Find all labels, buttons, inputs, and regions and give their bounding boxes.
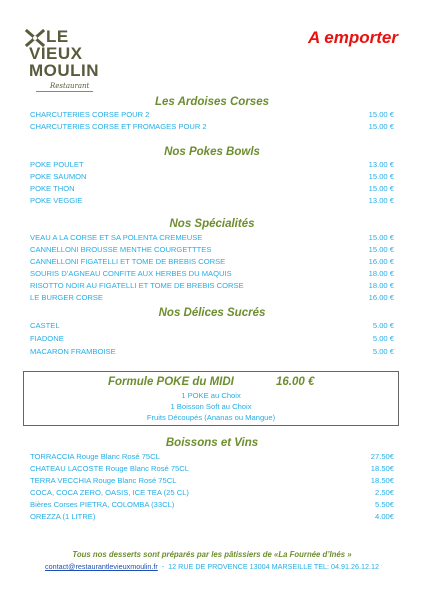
menu-item (30, 292, 394, 304)
item-price: 18.50€ (370, 464, 394, 473)
email-link[interactable]: contact@restaurantlevieuxmoulin.fr (45, 562, 158, 571)
section-title-specialites: Nos Spécialités (169, 218, 255, 230)
menu-item (30, 333, 394, 345)
item-price: 15.00 € (368, 122, 394, 131)
menu-item (30, 320, 394, 332)
item-name: CHARCUTERIES CORSE ET FROMAGES POUR 2 (30, 122, 207, 131)
item-name: CHARCUTERIES CORSE POUR 2 (30, 110, 150, 119)
item-price: 16.00 € (368, 293, 394, 302)
item-price: 16.00 € (368, 257, 394, 266)
menu-item (30, 487, 394, 499)
item-price: 5.00 € (372, 321, 394, 330)
formule-line: 1 Boisson Soft au Choix (170, 402, 252, 411)
formule-price: 16.00 € (276, 376, 315, 388)
item-name: OREZZA (1 LITRE) (30, 512, 96, 521)
menu-item (30, 451, 394, 463)
item-price: 18.50€ (370, 476, 394, 485)
footer-note: Tous nos desserts sont préparés par les pâtissiers de «La Fournée d’Inés » (72, 550, 352, 559)
item-price: 13.00 € (368, 196, 394, 205)
logo-line-1: LE (46, 27, 69, 46)
item-name: TORRACCIA Rouge Blanc Rosé 75CL (30, 452, 160, 461)
footer-address: 12 RUE DE PROVENCE 13004 MARSEILLE TEL: 04.91.26.12.12 (168, 562, 379, 571)
item-price: 15.00 € (368, 233, 394, 242)
section-title-delices: Nos Délices Sucrés (158, 307, 266, 319)
item-name: CANNELLONI BROUSSE MENTHE COURGETTTES (30, 245, 212, 254)
section-title-ardoises: Les Ardoises Corses (155, 96, 269, 108)
item-name: TERRA VECCHIA Rouge Blanc Rosé 75CL (30, 476, 177, 485)
formule-line: 1 POKE au Choix (181, 391, 241, 400)
formule-line: Fruits Découpés (Ananas ou Mangue) (146, 413, 276, 422)
item-price: 5.50€ (374, 500, 394, 509)
item-price: 4.00€ (374, 512, 394, 521)
logo-line-2: VIEUX (29, 44, 83, 63)
item-name: CASTEL (30, 321, 60, 330)
item-name: POKE POULET (30, 160, 84, 169)
item-name: COCA, COCA ZERO, OASIS, ICE TEA (25 CL) (30, 488, 189, 497)
item-name: Bières Corses PIETRA, COLOMBA (33CL) (30, 500, 175, 509)
item-name: POKE SAUMON (30, 172, 87, 181)
menu-item (30, 232, 394, 244)
item-name: MACARON FRAMBOISE (30, 347, 116, 356)
item-price: 27.50€ (370, 452, 394, 461)
menu-item (30, 346, 394, 358)
item-price: 15.00 € (368, 172, 394, 181)
menu-item (30, 195, 394, 207)
formule-box (23, 371, 399, 426)
menu-item (30, 171, 394, 183)
menu-item (30, 159, 394, 171)
menu-item (30, 268, 394, 280)
item-name: CHATEAU LACOSTE Rouge Blanc Rosé 75CL (30, 464, 189, 473)
menu-item (30, 121, 394, 133)
menu-item (30, 109, 394, 121)
item-price: 5.00 € (372, 334, 394, 343)
item-name: CANNELLONI FIGATELLI ET TOME DE BREBIS CORSE (30, 257, 226, 266)
item-name: POKE THON (30, 184, 75, 193)
menu-item (30, 256, 394, 268)
footer-contact (0, 561, 424, 572)
item-price: 18.00 € (368, 269, 394, 278)
logo-script: Restaurant (50, 82, 90, 90)
item-price: 5.00 € (372, 347, 394, 356)
item-price: 2.50€ (374, 488, 394, 497)
item-name: LE BURGER CORSE (30, 293, 104, 302)
footer-separator: - (161, 562, 165, 571)
menu-item (30, 499, 394, 511)
item-price: 18.00 € (368, 281, 394, 290)
menu-item (30, 463, 394, 475)
item-price: 13.00 € (368, 160, 394, 169)
formule-title: Formule POKE du MIDI (108, 376, 234, 388)
page-title: A emporter (307, 28, 398, 47)
item-name: FIADONE (30, 334, 64, 343)
item-price: 15.00 € (368, 184, 394, 193)
restaurant-logo (24, 22, 104, 94)
logo-line-3: MOULIN (29, 61, 100, 80)
menu-item (30, 244, 394, 256)
section-title-boissons: Boissons et Vins (165, 437, 259, 449)
item-name: RISOTTO NOIR AU FIGATELLI ET TOME DE BREBIS CORSE (30, 281, 244, 290)
menu-item (30, 183, 394, 195)
item-price: 15.00 € (368, 245, 394, 254)
menu-item (30, 280, 394, 292)
item-name: VEAU A LA CORSE ET SA POLENTA CREMEUSE (30, 233, 203, 242)
item-price: 15.00 € (368, 110, 394, 119)
menu-item (30, 511, 394, 523)
item-name: SOURIS D’AGNEAU CONFITE AUX HERBES DU MAQUIS (30, 269, 232, 278)
section-title-pokes: Nos Pokes Bowls (164, 146, 260, 158)
menu-item (30, 475, 394, 487)
item-name: POKE VEGGIE (30, 196, 83, 205)
